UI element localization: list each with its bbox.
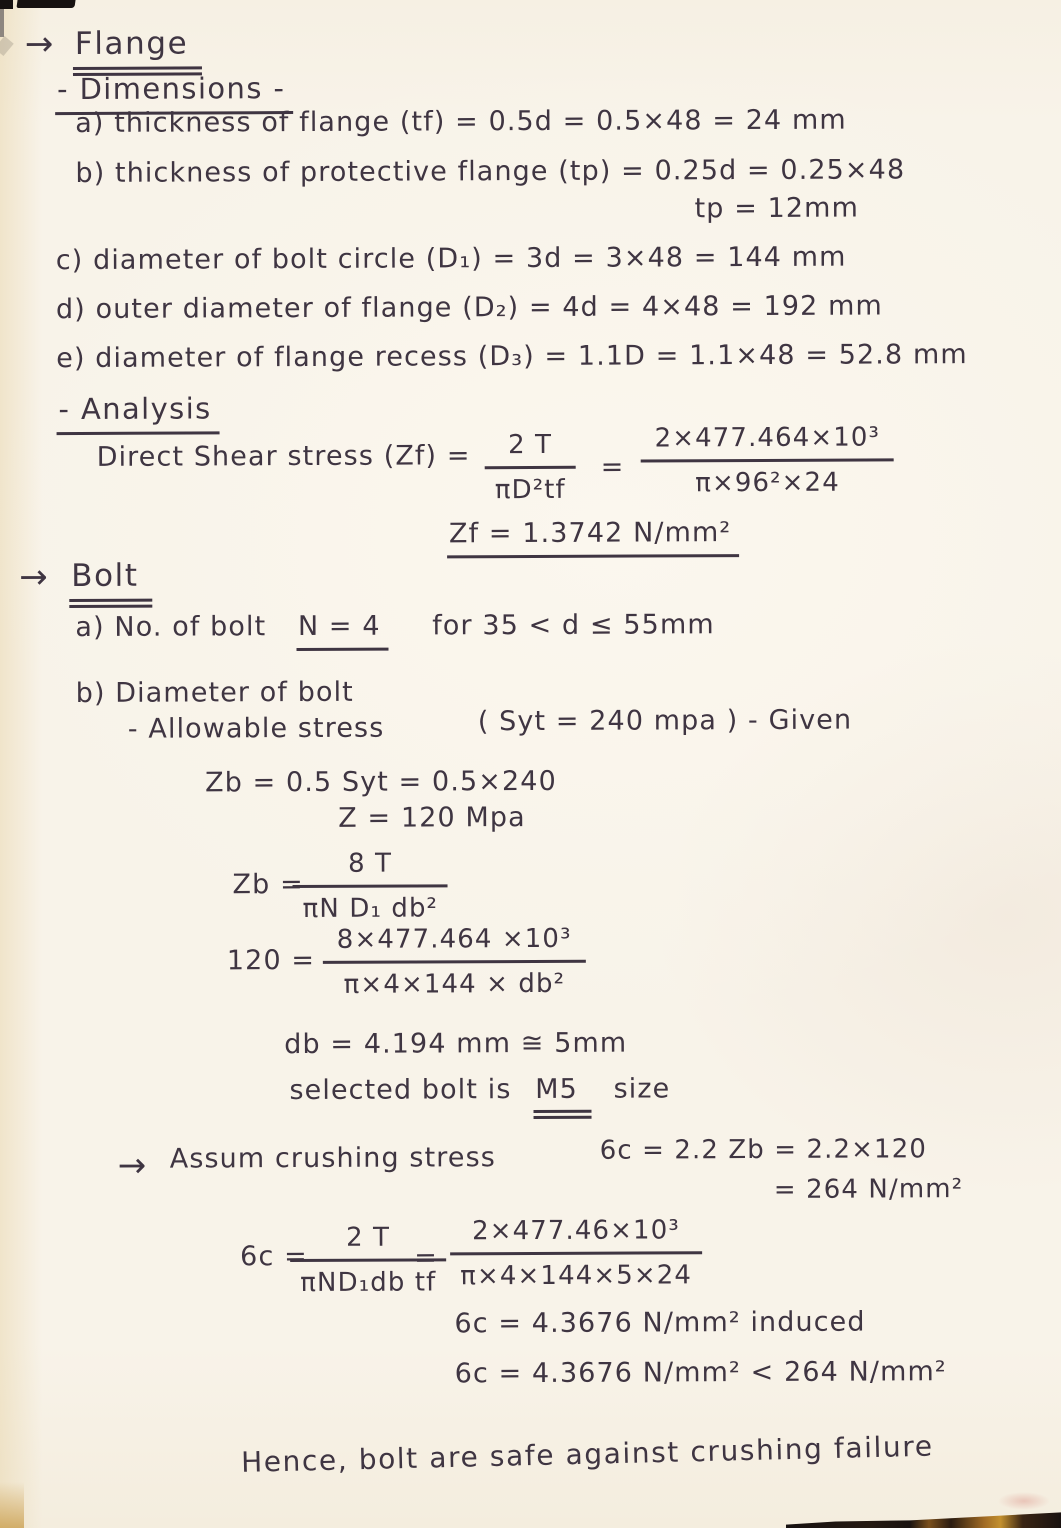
fraction — [485, 430, 576, 505]
tau-bolt-value: Z = 120 Mpa — [338, 802, 526, 834]
flange-title-text: Flange — [73, 25, 203, 76]
crushing-sigma-result: = 264 N/mm² — [773, 1174, 964, 1205]
dimension-item-d: d) outer diameter of flange (D₂) = 4d = 4×48 = 192 mm — [55, 290, 883, 326]
crushing-stress-label: Assum crushing stress — [169, 1142, 496, 1175]
analysis-heading-text: - Analysis — [56, 391, 219, 435]
fraction — [641, 422, 895, 498]
bolt-count-label: a) No. of bolt — [75, 611, 267, 643]
fraction-numerator: 2×477.464×10³ — [641, 422, 895, 462]
bolt-arrow-icon: → — [19, 557, 48, 598]
fraction-denominator: πND₁db tf — [300, 1267, 437, 1299]
crushing-formula-label: 6c = — [240, 1240, 308, 1273]
fraction-numerator: 2×477.46×10³ — [450, 1215, 702, 1255]
shear-fraction-numeric — [641, 422, 895, 498]
conclusion-line: Hence, bolt are safe against crushing failure — [240, 1429, 934, 1479]
bolt-count-value: N = 4 — [296, 611, 389, 651]
fraction-denominator: πD²tf — [494, 474, 566, 506]
dimensions-heading-text: - Dimensions - — [55, 71, 293, 115]
fraction-numerator: 2 T — [485, 430, 576, 469]
bolt-item-a — [75, 609, 714, 652]
crushing-sigma-equation: 6c = 2.2 Zb = 2.2×120 — [599, 1134, 928, 1166]
selected-bolt-size: M5 — [533, 1074, 592, 1119]
allowable-stress-value: ( Syt = 240 mpa ) - Given — [477, 704, 853, 738]
flange-section-title — [73, 25, 203, 76]
shear-stress-result — [447, 517, 739, 558]
analysis-heading — [56, 391, 219, 435]
solve-equation-fraction — [323, 924, 586, 1000]
shear-result-text: Zf = 1.3742 N/mm² — [447, 517, 739, 558]
allowable-stress-label: - Allowable stress — [127, 712, 385, 745]
fraction-denominator: π×4×144 × db² — [343, 968, 566, 1000]
shear-stress-label: Direct Shear stress (Zf) = — [96, 440, 471, 473]
tau-formula-label: Zb = — [232, 868, 304, 901]
tau-bolt-equation: Zb = 0.5 Syt = 0.5×240 — [205, 765, 557, 799]
fraction — [323, 924, 586, 1000]
fraction-denominator: π×4×144×5×24 — [460, 1260, 693, 1292]
fraction-numerator: 2 T — [290, 1222, 446, 1262]
crushing-arrow-icon: → — [117, 1145, 147, 1186]
dimension-item-b-result: tp = 12mm — [694, 192, 860, 225]
fraction-numerator: 8 T — [292, 848, 448, 888]
fraction — [292, 848, 448, 924]
shear-fraction-symbolic — [485, 430, 576, 505]
crushing-comparison: 6c = 4.3676 N/mm² < 264 N/mm² — [454, 1356, 947, 1390]
bolt-item-b: b) Diameter of bolt — [75, 676, 354, 709]
tau-formula-fraction — [292, 848, 448, 924]
selected-bolt-pre: selected bolt is — [289, 1074, 512, 1107]
equals-sign: = — [414, 1242, 438, 1274]
fraction-denominator: π×96²×24 — [695, 467, 840, 499]
dimension-item-e: e) diameter of flange recess (D₃) = 1.1D = 1.1×48 = 52.8 mm — [56, 339, 968, 375]
fraction-denominator: πN D₁ db² — [302, 893, 439, 924]
fraction — [450, 1215, 702, 1291]
selected-bolt-post: size — [613, 1073, 671, 1105]
crushing-fraction-numeric — [450, 1215, 702, 1291]
dimension-item-a: a) thickness of flange (tf) = 0.5d = 0.5×48 = 24 mm — [75, 104, 847, 139]
bolt-count-range: for 35 < d ≤ 55mm — [432, 609, 715, 642]
solve-equation-label: 120 = — [226, 944, 316, 977]
dimension-item-c: c) diameter of bolt circle (D₁) = 3d = 3×48 = 144 mm — [55, 241, 847, 277]
selected-bolt-line — [289, 1073, 670, 1120]
flange-arrow-icon: → — [24, 24, 54, 65]
crushing-induced-result: 6c = 4.3676 N/mm² induced — [454, 1306, 866, 1340]
bolt-diameter-result: db = 4.194 mm ≅ 5mm — [284, 1027, 628, 1061]
dimension-item-b: b) thickness of protective flange (tp) = 0.25d = 0.25×48 — [75, 154, 906, 189]
fraction-numerator: 8×477.464 ×10³ — [323, 924, 586, 964]
equals-sign: = — [600, 451, 625, 483]
bolt-section-title — [69, 558, 153, 608]
bolt-title-text: Bolt — [69, 558, 153, 608]
